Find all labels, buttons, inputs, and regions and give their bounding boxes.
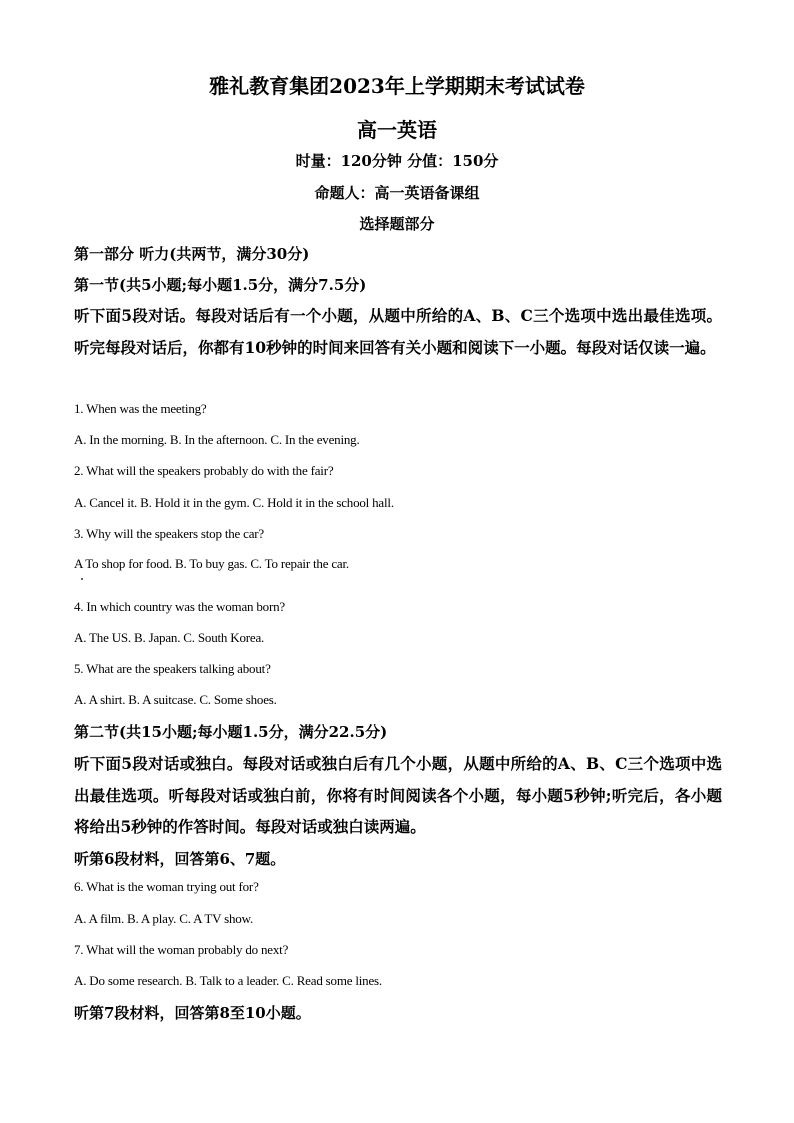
- question-1: 1. When was the meeting?: [74, 401, 207, 416]
- options-4: A. The US. B. Japan. C. South Korea.: [74, 630, 265, 645]
- stray-dot: [81, 578, 83, 580]
- section1-heading: 第一节(共5小题;每小题1.5分，满分7.5分): [74, 276, 367, 294]
- question-7: 7. What will the woman probably do next?: [74, 942, 289, 957]
- material-7-heading: 听第7段材料，回答第8至10小题。: [74, 1004, 311, 1022]
- options-2: A. Cancel it. B. Hold it in the gym. C. Hold it in the school hall.: [74, 495, 394, 510]
- options-1: A. In the morning. B. In the afternoon. C. In the evening.: [74, 432, 360, 447]
- exam-title: 雅礼教育集团2023年上学期期末考试试卷: [209, 74, 585, 98]
- question-5: 5. What are the speakers talking about?: [74, 661, 271, 676]
- section2-heading: 第二节(共15小题;每小题1.5分，满分22.5分): [74, 723, 388, 741]
- subject-title: 高一英语: [357, 118, 437, 142]
- time-score-line: 时量：120分钟 分值：150分: [295, 152, 499, 170]
- material-6-heading: 听第6段材料，回答第6、7题。: [74, 850, 286, 868]
- section1-instructions: 听下面5段对话。每段对话后有一个小题，从题中所给的A、B、C三个选项中选出最佳选项。听完每段对话后，你都有10秒钟的时间来回答有关小题和阅读下一小题。每段对话仅读一遍。: [74, 306, 722, 357]
- options-6: A. A film. B. A play. C. A TV show.: [74, 911, 254, 926]
- options-5: A. A shirt. B. A suitcase. C. Some shoes.: [74, 692, 277, 707]
- options-7: A. Do some research. B. Talk to a leader. C. Read some lines.: [74, 973, 382, 988]
- question-6: 6. What is the woman trying out for?: [74, 879, 259, 894]
- section2-instructions: 听下面5段对话或独白。每段对话或独白后有几个小题，从题中所给的A、B、C三个选项中选出最佳选项。听每段对话或独白前，你将有时间阅读各个小题，每小题5秒钟;听完后，各小题将给出5秒钟的作答时间。每段对话或独白读两遍。: [74, 754, 722, 836]
- part-label: 选择题部分: [359, 215, 435, 233]
- options-3: A To shop for food. B. To buy gas. C. To repair the car.: [74, 556, 349, 571]
- question-2: 2. What will the speakers probably do with the fair?: [74, 463, 334, 478]
- question-4: 4. In which country was the woman born?: [74, 599, 285, 614]
- question-3: 3. Why will the speakers stop the car?: [74, 526, 264, 541]
- author-line: 命题人：高一英语备课组: [314, 184, 480, 202]
- part1-heading: 第一部分 听力(共两节，满分30分): [74, 245, 310, 263]
